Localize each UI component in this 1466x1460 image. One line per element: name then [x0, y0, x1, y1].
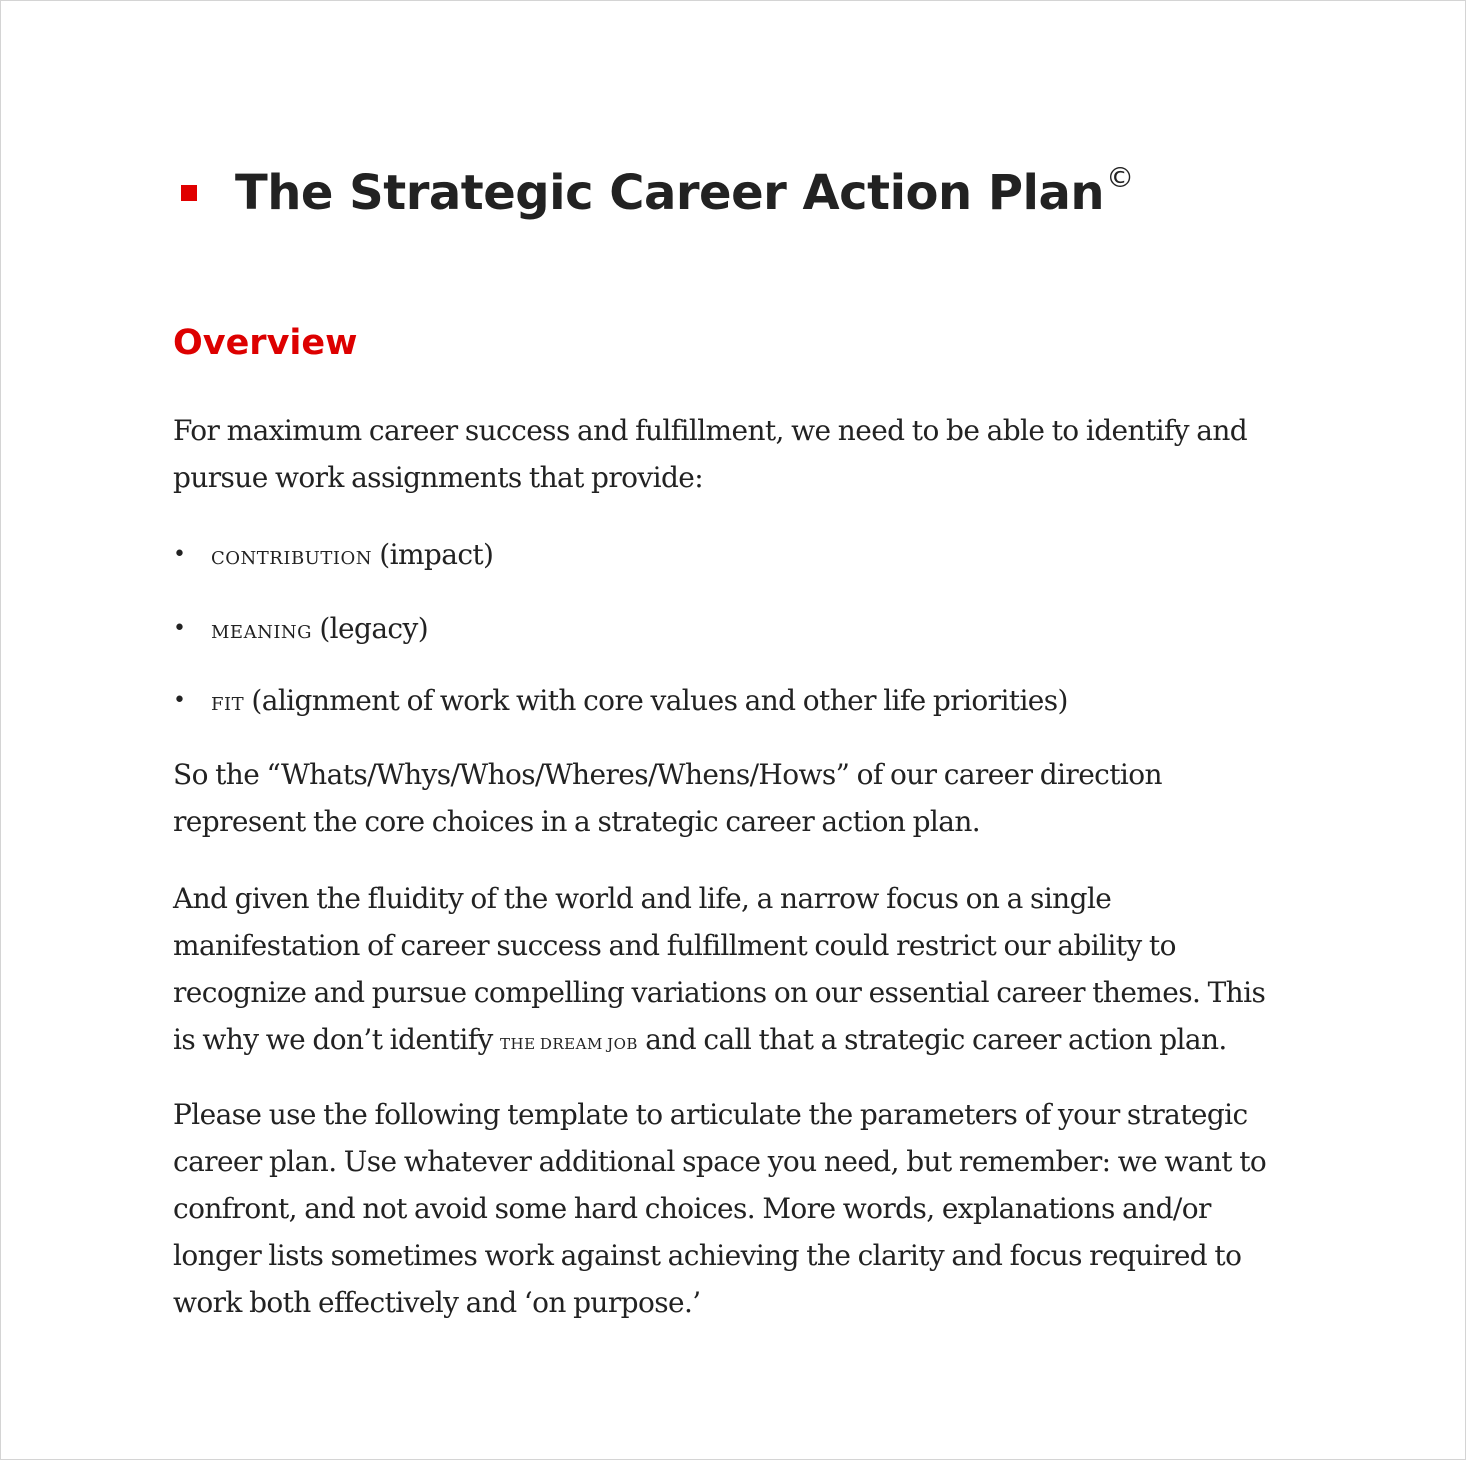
paragraph-line: So the “Whats/Whys/Whos/Wheres/Whens/Hows” of our career direction [173, 758, 1162, 791]
bullet-item-fit [173, 677, 1293, 728]
bullet-item-meaning [173, 605, 1293, 656]
bullet-text: (legacy) [312, 612, 429, 645]
paragraph-line: represent the core choices in a strategic career action plan. [173, 805, 981, 838]
paragraph-line: And given the fluidity of the world and life, a narrow focus on a single [173, 882, 1112, 915]
paragraph-choices [173, 751, 1293, 845]
bullet-text: (alignment of work with core values and other life priorities) [244, 684, 1068, 717]
line-text: is why we don’t identify [173, 1023, 501, 1056]
paragraph-line: Please use the following template to articulate the parameters of your strategic [173, 1098, 1248, 1131]
paragraph-line: confront, and not avoid some hard choices. More words, explanations and/or [173, 1192, 1211, 1225]
line-text: and call that a strategic career action plan. [637, 1023, 1227, 1056]
bullet-term: CONTRIBUTION [211, 548, 372, 569]
copyright-symbol: © [1106, 161, 1134, 194]
paragraph-line: recognize and pursue compelling variations on our essential career themes. This [173, 976, 1266, 1009]
red-square-bullet-icon [181, 185, 197, 201]
paragraph-line: career plan. Use whatever additional space you need, but remember: we want to [173, 1145, 1267, 1178]
bullet-dot-icon: • [173, 688, 186, 713]
bullet-term: MEANING [211, 622, 313, 643]
bullet-dot-icon: • [173, 616, 186, 641]
intro-paragraph [173, 407, 1293, 501]
paragraph-template-instructions [173, 1091, 1293, 1326]
bullet-dot-icon: • [173, 542, 186, 567]
title-text: The Strategic Career Action Plan [235, 165, 1105, 221]
paragraph-line [173, 1016, 1293, 1068]
bullet-text: (impact) [371, 538, 494, 571]
paragraph-line: manifestation of career success and fulfillment could restrict our ability to [173, 929, 1176, 962]
bullet-item-contribution [173, 531, 1293, 582]
title-row [181, 161, 1134, 221]
document-title [235, 161, 1134, 221]
dream-job-term: THE DREAM JOB [500, 1035, 638, 1053]
paragraph-line: work both effectively and ‘on purpose.’ [173, 1286, 701, 1319]
bullet-term: FIT [211, 694, 245, 715]
intro-line-1: For maximum career success and fulfillment, we need to be able to identify and [173, 414, 1248, 447]
intro-line-2: pursue work assignments that provide: [173, 461, 704, 494]
paragraph-fluidity [173, 875, 1293, 1068]
overview-heading: Overview [173, 323, 358, 363]
paragraph-line: longer lists sometimes work against achieving the clarity and focus required to [173, 1239, 1242, 1272]
